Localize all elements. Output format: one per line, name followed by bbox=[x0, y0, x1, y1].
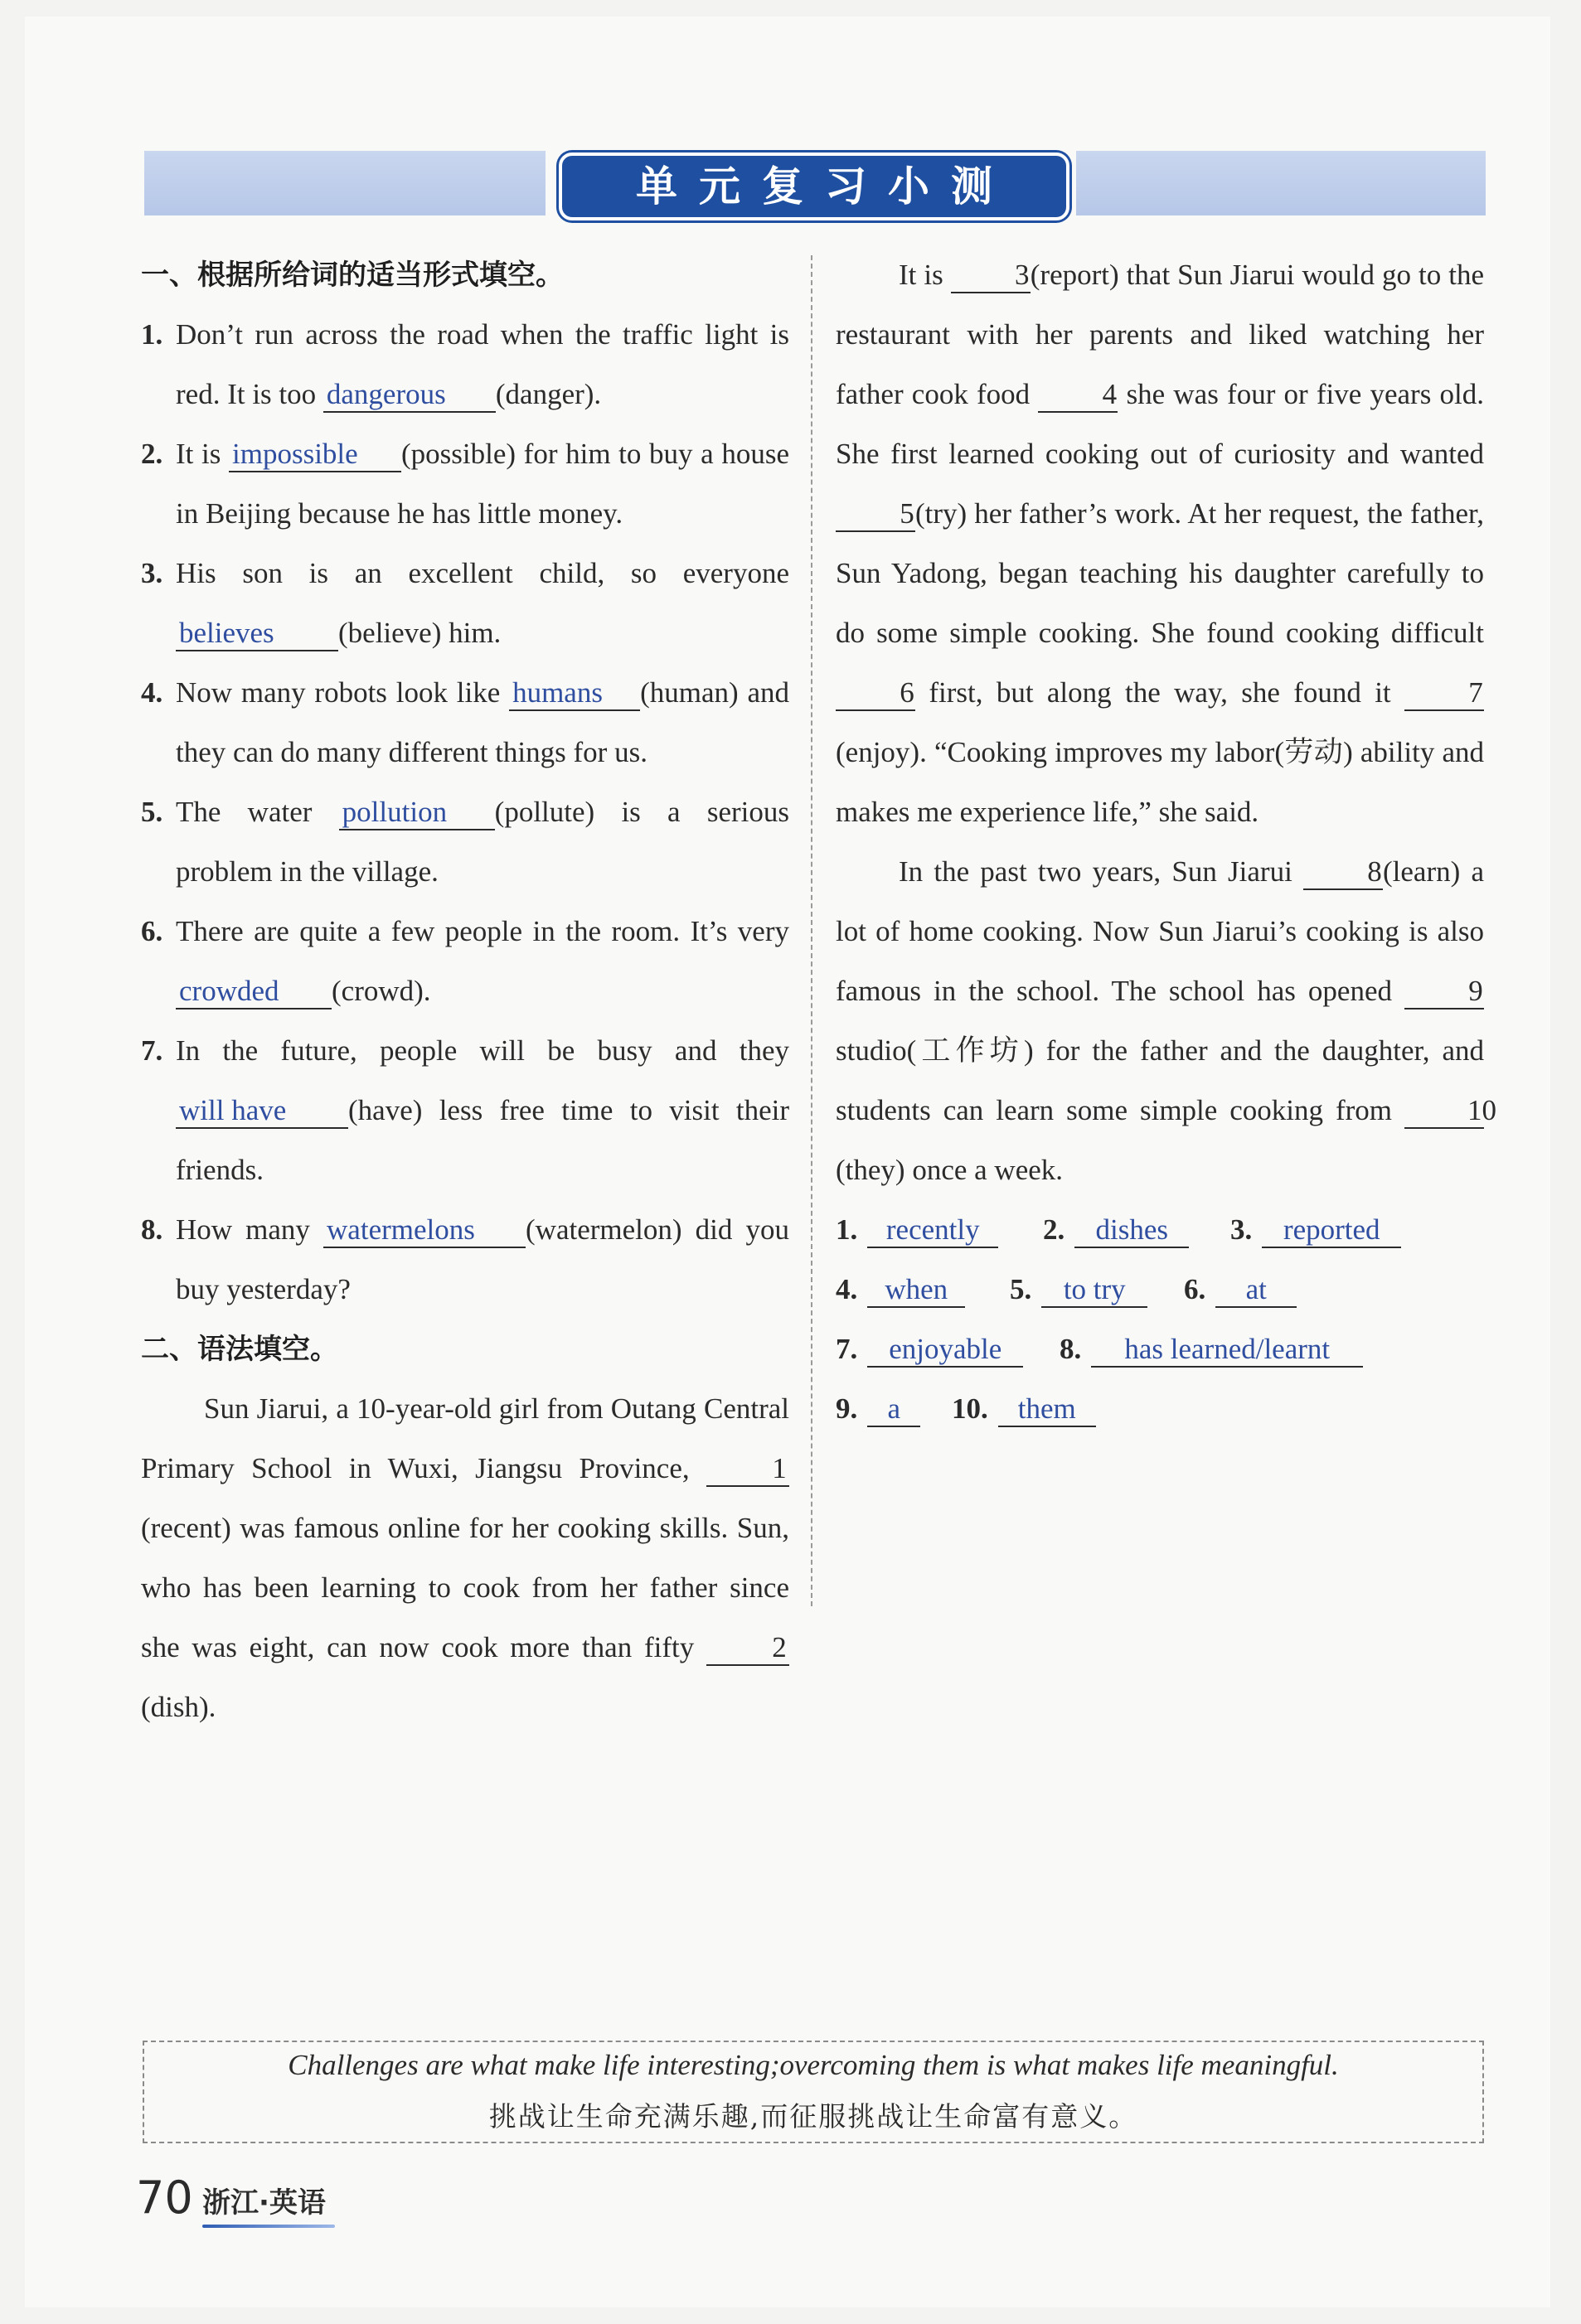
section-1-heading: 一、根据所给词的适当形式填空。 bbox=[141, 259, 564, 292]
motto-chinese: 挑战让生命充满乐趣,而征服挑战让生命富有意义。 bbox=[488, 2100, 1138, 2133]
question-number: 7. bbox=[141, 1034, 163, 1067]
page-title: 单元复习小测 bbox=[559, 153, 1069, 220]
answer-key-item: 6. at bbox=[1184, 1260, 1297, 1319]
question-5: 5. The water pollution (pollute) is a serious problem in the village. bbox=[141, 782, 789, 902]
question-1: 1. Don’t run across the road when the traffic light is red. It is too dangerous (danger). bbox=[141, 305, 789, 424]
question-number: 1. bbox=[141, 318, 163, 351]
question-6: 6. There are quite a few people in the room. It’s very crowded (crowd). bbox=[141, 902, 789, 1021]
answer-key bbox=[836, 1200, 1484, 1439]
answer-blank: dangerous bbox=[323, 378, 496, 413]
numbered-blank: 5 bbox=[836, 497, 915, 532]
question-number: 3. bbox=[141, 557, 163, 589]
question-number: 4. bbox=[141, 676, 163, 709]
question-8: 8. How many watermelons (watermelon) did you buy yesterday? bbox=[141, 1200, 789, 1319]
answer-key-item: 5. to try bbox=[1010, 1260, 1184, 1319]
section-2-heading: 二、语法填空。 bbox=[141, 1333, 338, 1366]
right-column bbox=[836, 245, 1496, 1439]
motto-english: Challenges are what make life interesting;overcoming them is what makes life meaningful. bbox=[288, 2049, 1339, 2081]
answer-blank: impossible bbox=[229, 438, 401, 472]
numbered-blank: 3 bbox=[951, 259, 1031, 293]
numbered-blank: 10 bbox=[1404, 1094, 1484, 1129]
answer-key-item: 1. recently bbox=[836, 1200, 1043, 1260]
answer-blank: humans bbox=[509, 676, 640, 711]
numbered-blank: 9 bbox=[1404, 975, 1484, 1009]
numbered-blank: 7 bbox=[1404, 676, 1484, 711]
left-column bbox=[141, 245, 789, 1737]
answer-blank: watermelons bbox=[323, 1213, 526, 1248]
numbered-blank: 1 bbox=[706, 1452, 789, 1487]
footer-label: 浙江·英语 bbox=[202, 2186, 326, 2220]
answer-key-item: 8. has learned/learnt bbox=[1060, 1319, 1363, 1379]
footer-underline bbox=[202, 2225, 335, 2228]
question-number: 5. bbox=[141, 796, 163, 828]
numbered-blank: 6 bbox=[836, 676, 915, 711]
answer-key-item: 2. dishes bbox=[1043, 1200, 1230, 1260]
answer-row bbox=[836, 1260, 1484, 1319]
answer-blank: pollution bbox=[339, 796, 495, 830]
numbered-blank: 2 bbox=[706, 1631, 789, 1666]
page-number: 70 bbox=[136, 2171, 193, 2224]
answer-key-item: 7. enjoyable bbox=[836, 1319, 1060, 1379]
question-number: 8. bbox=[141, 1213, 163, 1246]
answer-key-item: 4. when bbox=[836, 1260, 1010, 1319]
numbered-blank: 8 bbox=[1303, 855, 1383, 890]
question-number: 2. bbox=[141, 438, 163, 470]
question-number: 6. bbox=[141, 915, 163, 947]
question-4: 4. Now many robots look like humans (human) and they can do many different things for us. bbox=[141, 663, 789, 782]
answer-row bbox=[836, 1200, 1484, 1260]
question-3: 3. His son is an excellent child, so everyone believes (believe) him. bbox=[141, 544, 789, 663]
answer-key-item: 10. them bbox=[952, 1379, 1096, 1439]
answer-blank: believes bbox=[176, 617, 338, 651]
answer-blank: crowded bbox=[176, 975, 332, 1009]
passage-paragraph-2: It is 3(report) that Sun Jiarui would go to the restaurant with her parents and liked watching her father cook food 4 she was four or five years old. She first learned cooking out of curiosity and wanted 5(try) her father’s work. At her request, the father, Sun Yadong, began teaching his daughter carefully to do some simple cooking. She found cooking difficult 6 first, but along the way, she found it 7(enjoy). “Cooking improves my labor(劳动) ability and makes me experience life,” she said. bbox=[836, 259, 1484, 828]
passage-paragraph-3: In the past two years, Sun Jiarui 8(learn) a lot of home cooking. Now Sun Jiarui’s cooking is also famous in the school. The school has opened 9 studio(工作坊) for the father and the daughter, and students can learn some simple cooking from 10(they) once a week. bbox=[836, 855, 1496, 1186]
answer-blank: will have bbox=[176, 1094, 348, 1129]
answer-row bbox=[836, 1319, 1484, 1379]
passage-paragraph-1: Sun Jiarui, a 10-year-old girl from Outang Central Primary School in Wuxi, Jiangsu Province, 1(recent) was famous online for her cooking skills. Sun, who has been learning to cook from her father since she was eight, can now cook more than fifty 2(dish). bbox=[141, 1392, 789, 1723]
answer-row bbox=[836, 1379, 1484, 1439]
question-2: 2. It is impossible (possible) for him to buy a house in Beijing because he has little money. bbox=[141, 424, 789, 544]
answer-key-item: 3. reported bbox=[1230, 1200, 1401, 1260]
numbered-blank: 4 bbox=[1038, 378, 1118, 413]
answer-key-item: 9. a bbox=[836, 1379, 952, 1439]
column-divider bbox=[811, 255, 812, 1606]
motto-box bbox=[143, 2041, 1484, 2143]
question-7: 7. In the future, people will be busy and they will have (have) less free time to visit their friends. bbox=[141, 1021, 789, 1200]
